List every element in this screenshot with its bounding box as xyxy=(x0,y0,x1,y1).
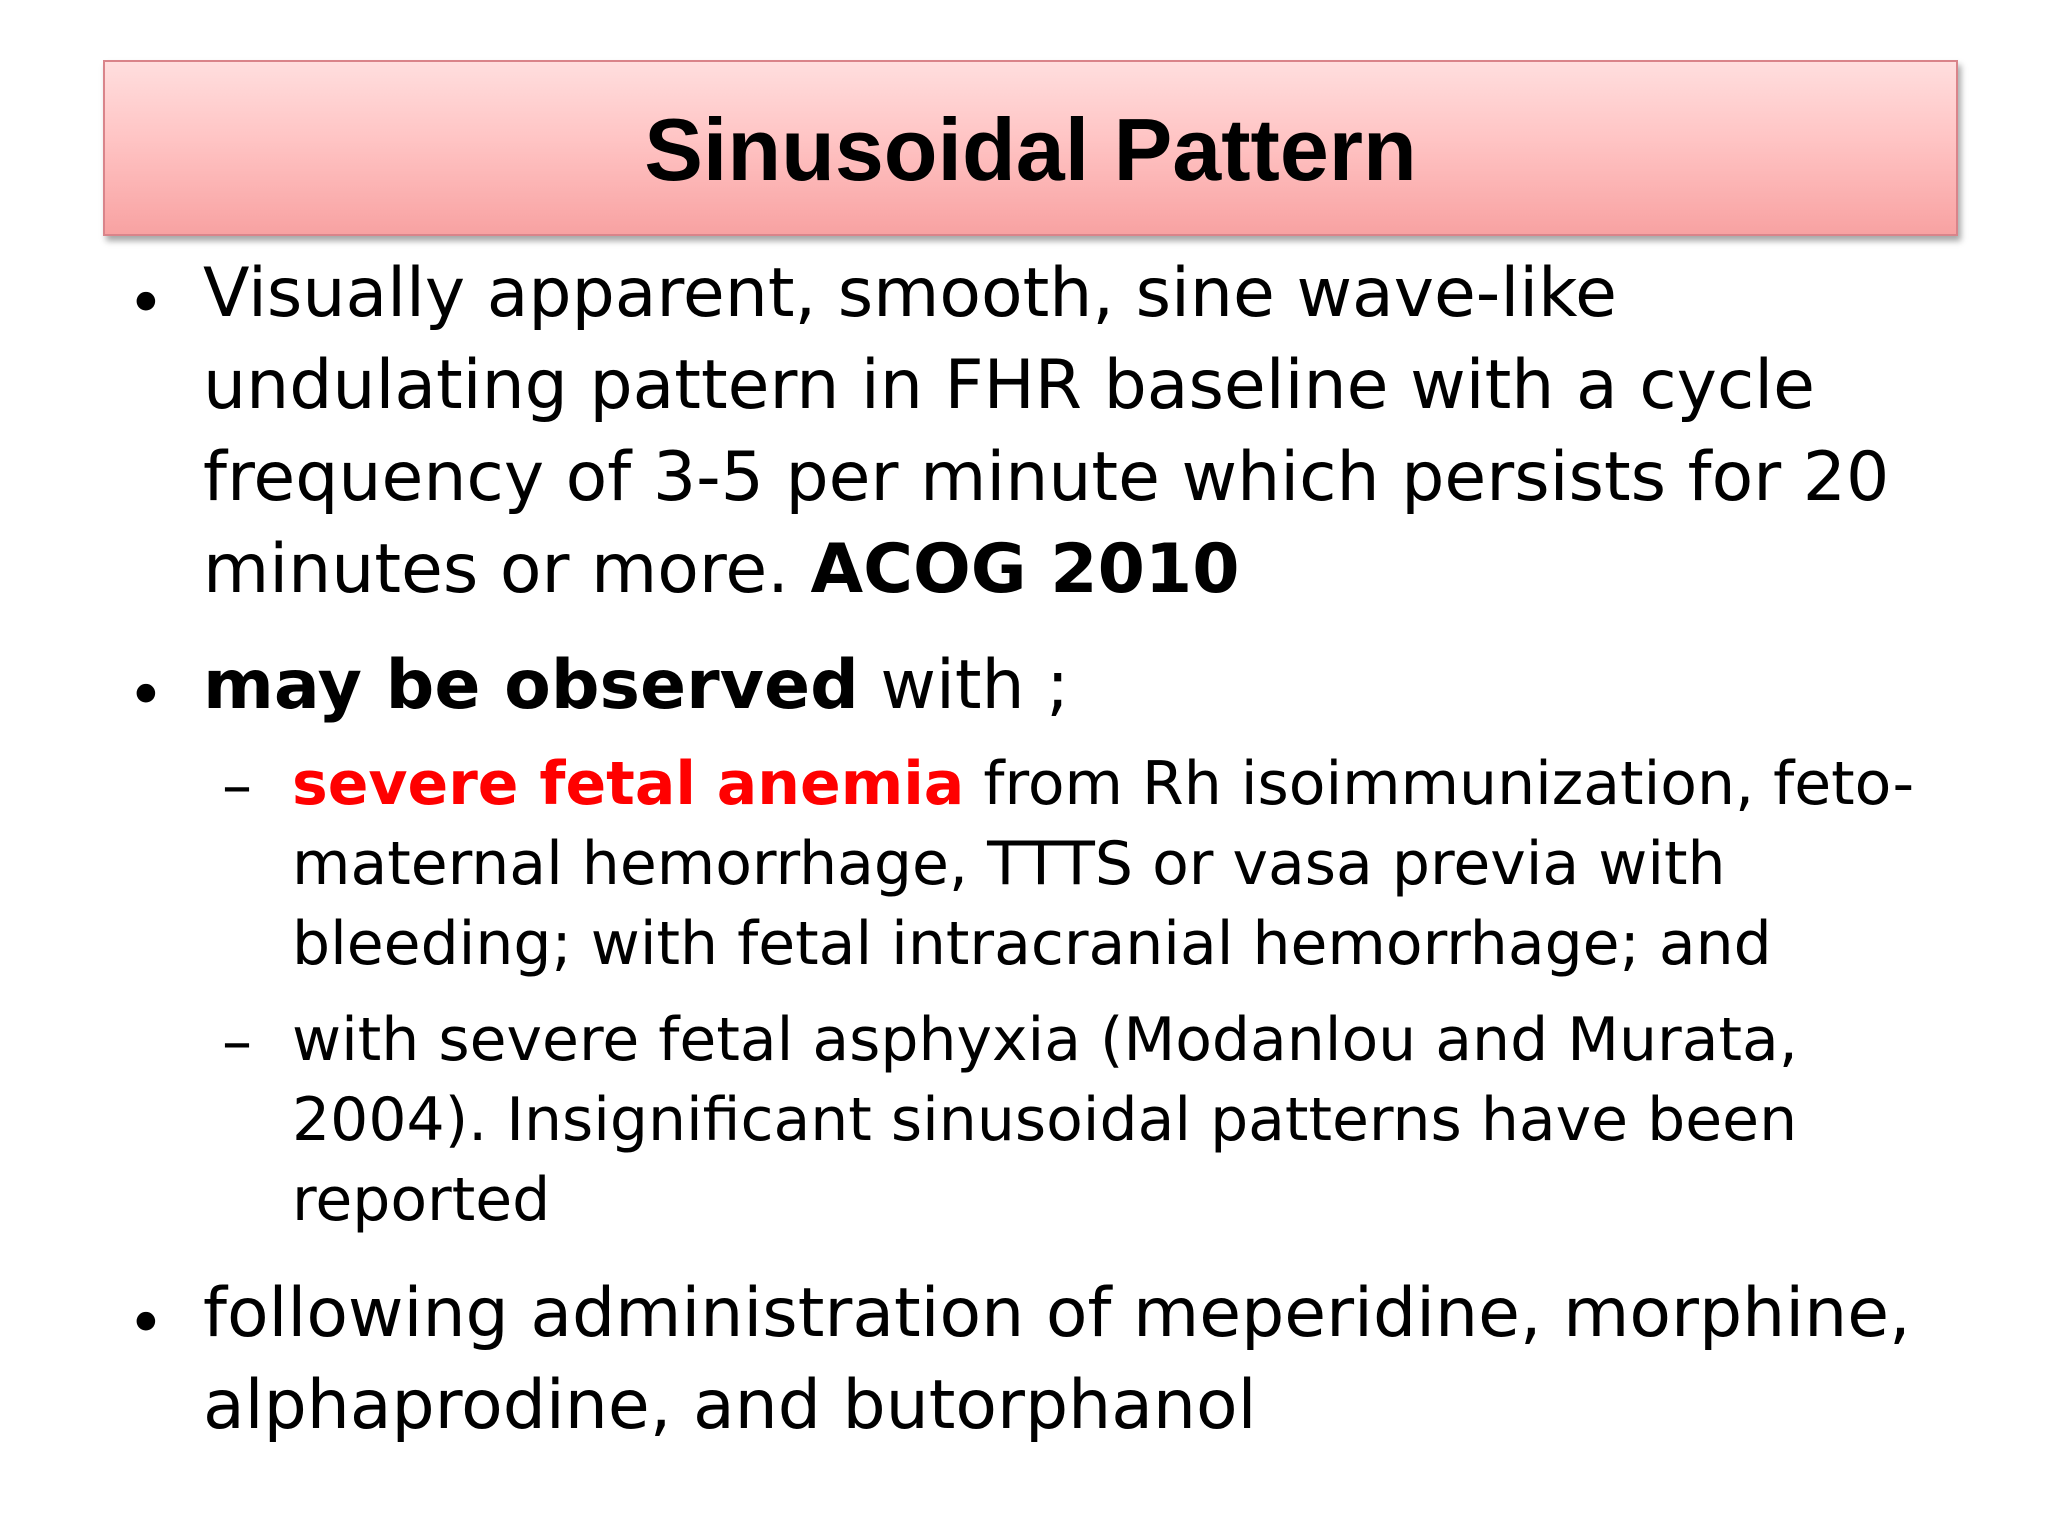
sub-item-asphyxia xyxy=(292,1000,1972,1240)
bullet-text: following administration of meperidine, morphine, alphaprodine, and butorphanol xyxy=(203,1274,1911,1445)
title-banner xyxy=(103,60,1958,236)
bullet-marker: • xyxy=(127,659,165,733)
sub-item-fetal-anemia xyxy=(292,744,1972,984)
citation: ACOG 2010 xyxy=(810,530,1240,609)
sub-bullet-marker: – xyxy=(222,1007,252,1077)
bullet-item-definition xyxy=(203,248,1963,616)
bullet-marker: • xyxy=(127,1287,165,1361)
bullet-text: with ; xyxy=(880,646,1070,725)
bullet-item-observed xyxy=(203,640,1963,732)
sub-item-text: from Rh isoimmunization, feto-maternal hemorrhage, TTTS or vasa previa with bleeding; with fetal intracranial hemorrhage; and xyxy=(292,749,1915,979)
slide-title: Sinusoidal Pattern xyxy=(644,100,1417,199)
bullet-text: Visually apparent, smooth, sine wave-like undulating pattern in FHR baseline with a cycle frequency of 3-5 per minute which persists for 20 minutes or more. xyxy=(203,254,1890,609)
highlight-text: severe fetal anemia xyxy=(292,749,965,819)
sub-bullet-marker: – xyxy=(222,751,252,821)
bullet-marker: • xyxy=(127,267,165,341)
bullet-item-medications xyxy=(203,1268,1963,1452)
bullet-bold-lead: may be observed xyxy=(203,646,859,725)
sub-item-text: with severe fetal asphyxia (Modanlou and Murata, 2004). Insignificant sinusoidal patterns have been reported xyxy=(292,1005,1798,1235)
